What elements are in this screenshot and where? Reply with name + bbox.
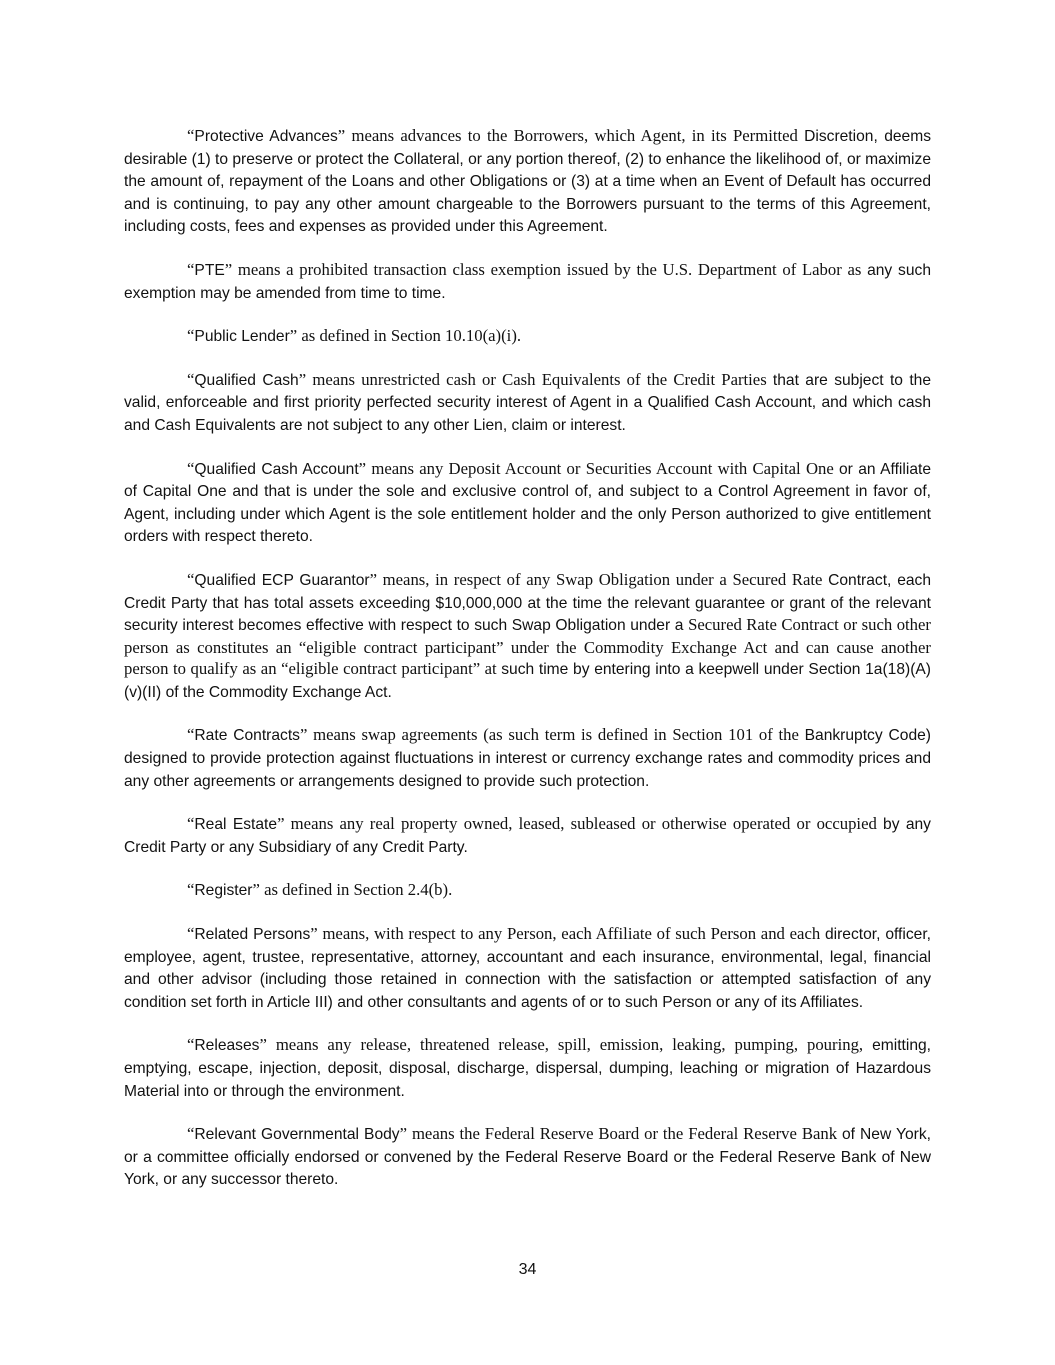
definition-body: means any Deposit Account or Securities Account with Capital One — [366, 458, 839, 478]
definition-body: means unrestricted cash or Cash Equivalents of the Credit Parties — [306, 369, 773, 389]
definition-body-continued: that are subject to the valid, enforceable and first priority perfected security interest of Agent in a Qualified Cash Account, and which cash and Cash Equivalents are not subject to any other Lien, claim or interest. — [124, 371, 932, 434]
definition-body-continued: Contract, each Credit Party that has total assets exceeding $10,000,000 at the time the relevant guarantee or grant of the relevant security interest becomes effective with respect to such Swap Obligation under a — [124, 571, 932, 635]
definition-protective-advances: “Protective Advances” means advances to the Borrowers, which Agent, in its Permitted Discretion, deems desirable (1) to preserve or protect the Collateral, or any portion thereof, (2) to enhance the likelihood of, or maximize the amount of, repayment of the Loans and other Obligations or (3) at a time when an Event of Default has occurred and is continuing, to pay any other amount chargeable to the Borrowers pursuant to the terms of this Agreement, including costs, fees and expenses as provided under this Agreement. — [124, 126, 931, 236]
definition-body-continued: director, officer, employee, agent, trustee, representative, attorney, accountant and each insurance, environmental, legal, financial and other advisor (including those retained in connection with the satisfaction or attempted satisfaction of any condition set forth in Article III) and other consultants and agents of or to such Person or any of its Affiliates. — [124, 926, 931, 1011]
definition-body: means a prohibited transaction class exemption issued by the U.S. Department of Labor as — [232, 259, 868, 279]
definition-pte: “PTE” means a prohibited transaction class exemption issued by the U.S. Department of Labor as any such exemption may be amended from time to time. — [124, 259, 931, 302]
definition-related-persons: “Related Persons” means, with respect to any Person, each Affiliate of such Person and each director, officer, employee, agent, trustee, representative, attorney, accountant and each insurance, environmental, legal, financial and other advisor (including those retained in connection with the satisfaction or attempted satisfaction of any condition set forth in Article III) and other consultants and agents of or to such Person or any of its Affiliates. — [124, 924, 931, 1011]
defined-term: PTE — [194, 261, 225, 279]
defined-term: Related Persons — [194, 926, 311, 944]
definition-qualified-cash: “Qualified Cash” means unrestricted cash or Cash Equivalents of the Credit Parties that are subject to the valid, enforceable and first priority perfected security interest of Agent in a Qualified Cash Account, and which cash and Cash Equivalents are not subject to any other Lien, claim or interest. — [124, 369, 932, 434]
definition-body-continued: Bankruptcy Code) designed to provide protection against fluctuations in interest or currency exchange rates and commodity prices and any other agreements or arrangements designed to provide such protection. — [124, 727, 931, 790]
definition-qualified-cash-account: “Qualified Cash Account” means any Deposit Account or Securities Account with Capital One or an Affiliate of Capital One and that is under the sole and exclusive control of, and subject to a Control Agreement in favor of, Agent, including under which Agent is the sole entitlement holder and the only Person authorized to give entitlement orders with respect thereto. — [124, 458, 931, 546]
definition-body: as defined in Section 10.10(a)(i). — [297, 326, 522, 346]
definition-body-serif-part: Secured Rate Contract or such other person as constitutes an “eligible contract participant” under the Commodity Exchange Act and can cause another person to qualify as an “eligible contract participant” at — [124, 615, 931, 679]
definition-body: as defined in Section 2.4(b). — [259, 880, 453, 900]
page-number: 34 — [518, 1261, 537, 1278]
definition-qualified-ecp-guarantor: “Qualified ECP Guarantor” means, in respect of any Swap Obligation under a Secured Rate Contract, each Credit Party that has total assets exceeding $10,000,000 at the time the relevant guarantee or grant of the relevant security interest becomes effective with respect to such Swap Obligation under a Secured Rate Contract or such other person as constitutes an “eligible contract participant” under the Commodity Exchange Act and can cause another person to qualify as an “eligible contract participant” at such time by entering into a keepwell under Section 1a(18)(A)(v)(II) of the Commodity Exchange Act. — [124, 569, 932, 701]
definition-relevant-governmental-body: “Relevant Governmental Body” means the Federal Reserve Board or the Federal Reserve Bank of New York, or a committee officially endorsed or convened by the Federal Reserve Board or the Federal Reserve Bank of New York, or any successor thereto. — [124, 1124, 931, 1189]
defined-term: Protective Advances — [194, 128, 338, 145]
defined-term: Qualified ECP Guarantor — [194, 571, 370, 589]
definition-body-continued: of New York, or a committee officially endorsed or convened by the Federal Reserve Board or the Federal Reserve Bank of New York, or any successor thereto. — [124, 1126, 931, 1189]
document-page — [124, 125, 931, 1212]
definition-body-final: such time by entering into a keepwell under Section 1a(18)(A)(v)(II) of the Commodity Exchange Act. — [124, 661, 931, 701]
definition-body: means swap agreements (as such term is defined in Section 101 of the — [307, 725, 805, 745]
defined-term: Releases — [194, 1037, 260, 1055]
defined-term: Qualified Cash — [194, 371, 299, 389]
definition-body: means advances to the Borrowers, which Agent, in its Permitted — [345, 126, 805, 145]
definition-public-lender: “Public Lender” as defined in Section 10.10(a)(i). — [187, 326, 522, 346]
definition-body-continued: emitting, emptying, escape, injection, deposit, disposal, discharge, dispersal, dumping, leaching or migration of Hazardous Material into or through the environment. — [124, 1037, 931, 1100]
definition-releases: “Releases” means any release, threatened release, spill, emission, leaking, pumping, pouring, emitting, emptying, escape, injection, deposit, disposal, discharge, dispersal, dumping, leaching or migration of Hazardous Material into or through the environment. — [124, 1035, 931, 1100]
defined-term: Rate Contracts — [194, 727, 300, 745]
definition-body: means, with respect to any Person, each Affiliate of such Person and each — [317, 924, 825, 944]
definition-body-continued: by any Credit Party or any Subsidiary of any Credit Party. — [124, 816, 931, 856]
definition-body: means the Federal Reserve Board or the Federal Reserve Bank — [407, 1124, 842, 1144]
defined-term: Qualified Cash Account — [194, 460, 359, 478]
definition-real-estate: “Real Estate” means any real property owned, leased, subleased or otherwise operated or occupied by any Credit Party or any Subsidiary of any Credit Party. — [124, 814, 931, 856]
definition-body-continued: or an Affiliate of Capital One and that is under the sole and exclusive control of, and subject to a Control Agreement in favor of, Agent, including under which Agent is the sole entitlement holder and the only Person authorized to give entitlement orders with respect thereto. — [124, 460, 931, 546]
definition-register: “Register” as defined in Section 2.4(b). — [187, 880, 453, 900]
definition-rate-contracts: “Rate Contracts” means swap agreements (as such term is defined in Section 101 of the Bankruptcy Code) designed to provide protection against fluctuations in interest or currency exchange rates and commodity prices and any other agreements or arrangements designed to provide such protection. — [124, 725, 931, 790]
definition-body: means, in respect of any Swap Obligation under a Secured Rate — [377, 569, 829, 589]
definition-body-continued: Discretion, deems desirable (1) to preserve or protect the Collateral, or any portion thereof, (2) to enhance the likelihood of, or maximize the amount of, repayment of the Loans and other Obligations or (3) at a time when an Event of Default has occurred and is continuing, to pay any other amount chargeable to the Borrowers pursuant to the terms of this Agreement, including costs, fees and expenses as provided under this Agreement. — [124, 128, 931, 236]
defined-term: Real Estate — [194, 816, 278, 834]
definition-body: means any real property owned, leased, subleased or otherwise operated or occupied — [284, 814, 884, 834]
defined-term: Register — [194, 882, 253, 900]
definition-body-continued: any such exemption may be amended from time to time. — [124, 261, 931, 302]
defined-term: Public Lender — [194, 328, 290, 346]
defined-term: Relevant Governmental Body — [194, 1126, 400, 1144]
definition-body: means any release, threatened release, spill, emission, leaking, pumping, pouring, — [266, 1035, 873, 1055]
